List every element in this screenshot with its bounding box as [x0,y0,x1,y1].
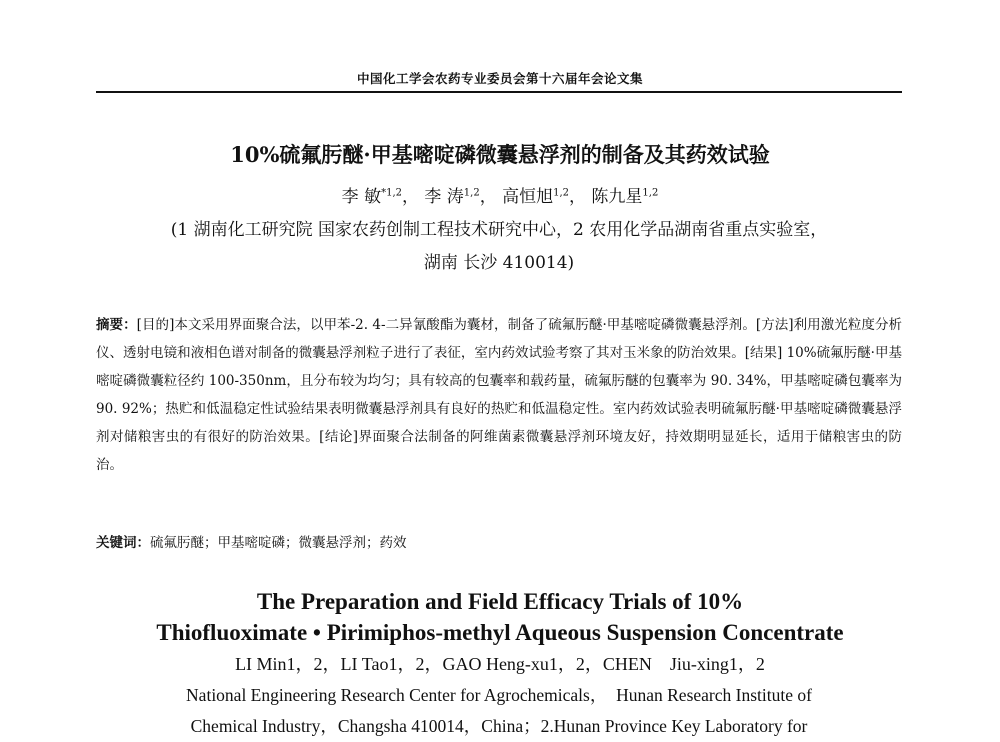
author-name: 高恒旭 [502,187,554,207]
abstract-label: 摘要： [96,317,137,333]
author-name: 李 涛 [424,187,464,207]
affiliation-line: 湖南 长沙 410014) [423,253,575,273]
author-affil-mark: 1,2 [553,187,570,199]
authors-english: LI Min1，2，LI Tao1，2，GAO Heng-xu1，2，CHEN Jiu-xing1，2 [235,654,765,674]
author-affil-mark: 1,2 [463,187,480,199]
running-header: 中国化工学会农药专业委员会第十六届年会论文集 [356,71,643,86]
affiliation-chinese [96,214,902,280]
author-affil-mark: 1,2 [642,187,659,199]
author-affil-mark: *1,2 [381,187,402,199]
keywords-text: 硫氟肟醚；甲基嘧啶磷；微囊悬浮剂；药效 [150,535,407,551]
abstract-text: [目的]本文采用界面聚合法，以甲苯-2. 4-二异氰酸酯为囊材，制备了硫氟肟醚·甲基嘧啶磷微囊悬浮剂。[方法]利用激光粒度分析仪、透射电镜和液相色谱对制备的微囊悬浮剂粒子进行了表征，室内药效试验考察了其对玉米象的防治效果。[结果] 10%硫氟肟醚·甲基嘧啶磷微囊粒径约 100-350nm，且分布较为均匀；具有较高的包囊率和载药量，硫氟肟醚的包囊率为 90. 34%，甲基嘧啶磷包囊率为 90. 92%；热贮和低温稳定性试验结果表明微囊悬浮剂具有良好的热贮和低温稳定性。室内药效试验表明硫氟肟醚·甲基嘧啶磷微囊悬浮剂对储粮害虫的有很好的防治效果。[结论]界面聚合法制备的阿维菌素微囊悬浮剂环境友好，持效期明显延长，适用于储粮害虫的防治。 [96,317,903,473]
title-english-line: The Preparation and Field Efficacy Trials of 10% [256,589,744,614]
affiliation-english-line: Chemical Industry，Changsha 410014，China；2.Hunan Province Key Laboratory for [190,716,808,736]
keywords-chinese [96,532,902,554]
author-name: 陈九星 [591,187,643,207]
affiliation-line: (1 湖南化工研究院 国家农药创制工程技术研究中心，2 农用化学品湖南省重点实验室， [170,220,828,240]
author-sep: ， [401,187,419,207]
author-name: 李 敏 [341,187,382,207]
author-sep: ， [569,187,587,207]
title-chinese: 10%硫氟肟醚·甲基嘧啶磷微囊悬浮剂的制备及其药效试验 [230,142,770,167]
keywords-label: 关键词： [96,535,150,551]
title-english-line: Thiofluoximate • Pirimiphos-methyl Aqueous Suspension Concentrate [156,620,844,645]
authors-chinese [0,182,1000,207]
author-sep: ， [479,187,497,207]
header-rule [96,91,902,93]
title-english [0,586,1000,648]
abstract-chinese [96,311,902,479]
affiliation-english [96,680,902,742]
affiliation-english-line: National Engineering Research Center for Agrochemicals， Hunan Research Institute of [186,685,812,705]
